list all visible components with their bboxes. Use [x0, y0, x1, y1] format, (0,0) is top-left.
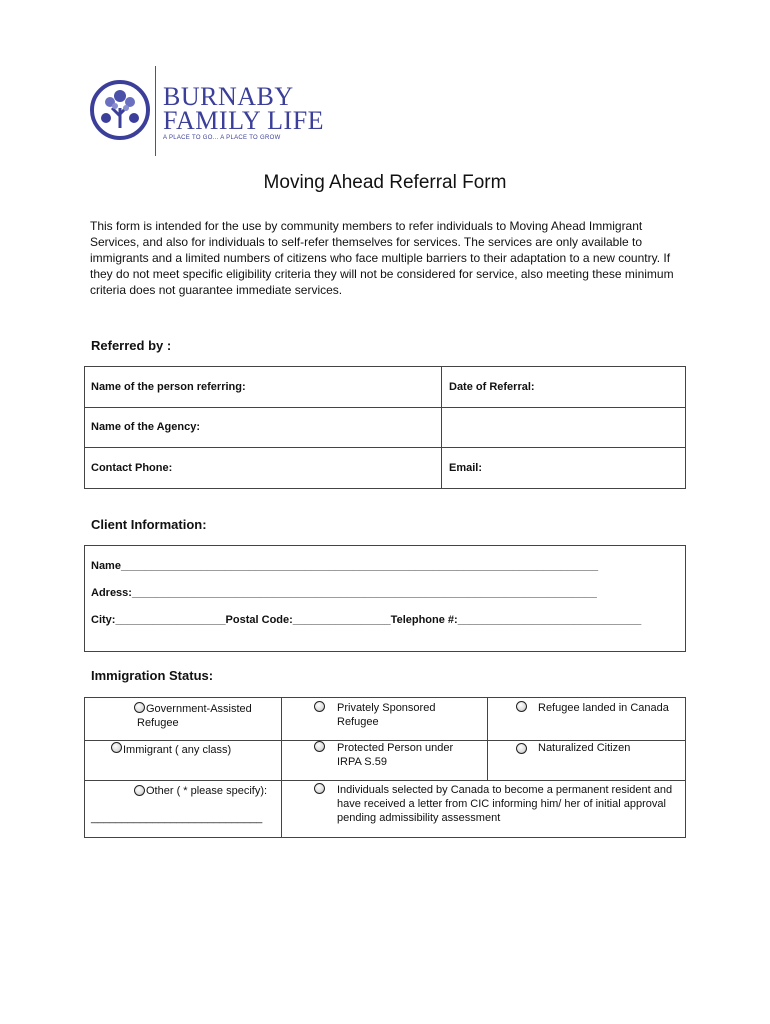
radio-naturalized-citizen[interactable]: [516, 743, 527, 754]
page-title: Moving Ahead Referral Form: [263, 172, 507, 193]
contact-phone-field[interactable]: Contact Phone:: [91, 462, 173, 474]
agency-field[interactable]: Name of the Agency:: [91, 421, 201, 433]
radio-refugee-landed-in-canada[interactable]: [516, 701, 527, 712]
person-referring-field[interactable]: Name of the person referring:: [91, 381, 246, 393]
option-other-label: Other ( * please specify):: [146, 785, 268, 797]
client-name-field[interactable]: Name______________________________________________________________________________: [91, 560, 599, 572]
immigration-status-table: [84, 697, 686, 838]
option-gar-label-line2: Refugee: [137, 717, 179, 729]
immigration-status-heading: Immigration Status:: [91, 668, 214, 683]
other-specify-field[interactable]: ____________________________: [91, 812, 263, 824]
date-of-referral-field[interactable]: Date of Referral:: [449, 381, 535, 393]
radio-privately-sponsored-refugee[interactable]: [314, 701, 325, 712]
option-psr-label: Privately Sponsored: [337, 702, 436, 714]
radio-other[interactable]: [134, 785, 145, 796]
option-rlc-label: Refugee landed in Canada: [538, 702, 669, 714]
option-pp-label-line2: IRPA S.59: [337, 756, 387, 768]
radio-selected-individuals[interactable]: [314, 783, 325, 794]
logo-divider: [155, 66, 156, 156]
option-gar-label: Government-Assisted: [146, 703, 252, 715]
option-psr-label-line2: Refugee: [337, 716, 379, 728]
logo-tagline: A PLACE TO GO... A PLACE TO GROW: [163, 135, 281, 141]
logo-text-family-life: FAMILY LIFE: [163, 106, 325, 135]
referred-by-table: [84, 366, 686, 489]
client-info-heading: Client Information:: [91, 517, 207, 532]
radio-immigrant-any-class[interactable]: [111, 742, 122, 753]
intro-paragraph: This form is intended for the use by community members to refer individuals to Moving Ahead Immigrant Services, and also for individuals to self-refer themselves for services. The services are only available to immigrants and a limited numbers of citizens who face multiple barriers to their adaptation to a new country. If they do not meet specific eligibility criteria they will not be considered for service, also meeting these minimum criteria does not guarantee immediate services.: [90, 219, 674, 297]
client-address-field[interactable]: Adress:____________________________________________________________________________: [91, 587, 597, 599]
client-city-postal-phone-field[interactable]: City:__________________Postal Code:________________Telephone #:______________________________: [91, 614, 642, 626]
option-nc-label: Naturalized Citizen: [538, 742, 631, 754]
option-pp-label: Protected Person under: [337, 742, 454, 754]
email-field[interactable]: Email:: [449, 462, 483, 474]
client-info-box: [84, 545, 686, 652]
logo-text-burnaby: BURNABY: [163, 82, 294, 111]
option-immigrant-label: Immigrant ( any class): [123, 744, 232, 756]
option-selected-individuals-label: Individuals selected by Canada to become a permanent resident and have received a letter from CIC informing him/ her of initial approval pending admissibility assessment: [337, 784, 673, 824]
tree-logo-icon: [88, 78, 152, 142]
referred-by-heading: Referred by :: [91, 338, 172, 353]
radio-government-assisted-refugee[interactable]: [134, 702, 145, 713]
radio-protected-person[interactable]: [314, 741, 325, 752]
